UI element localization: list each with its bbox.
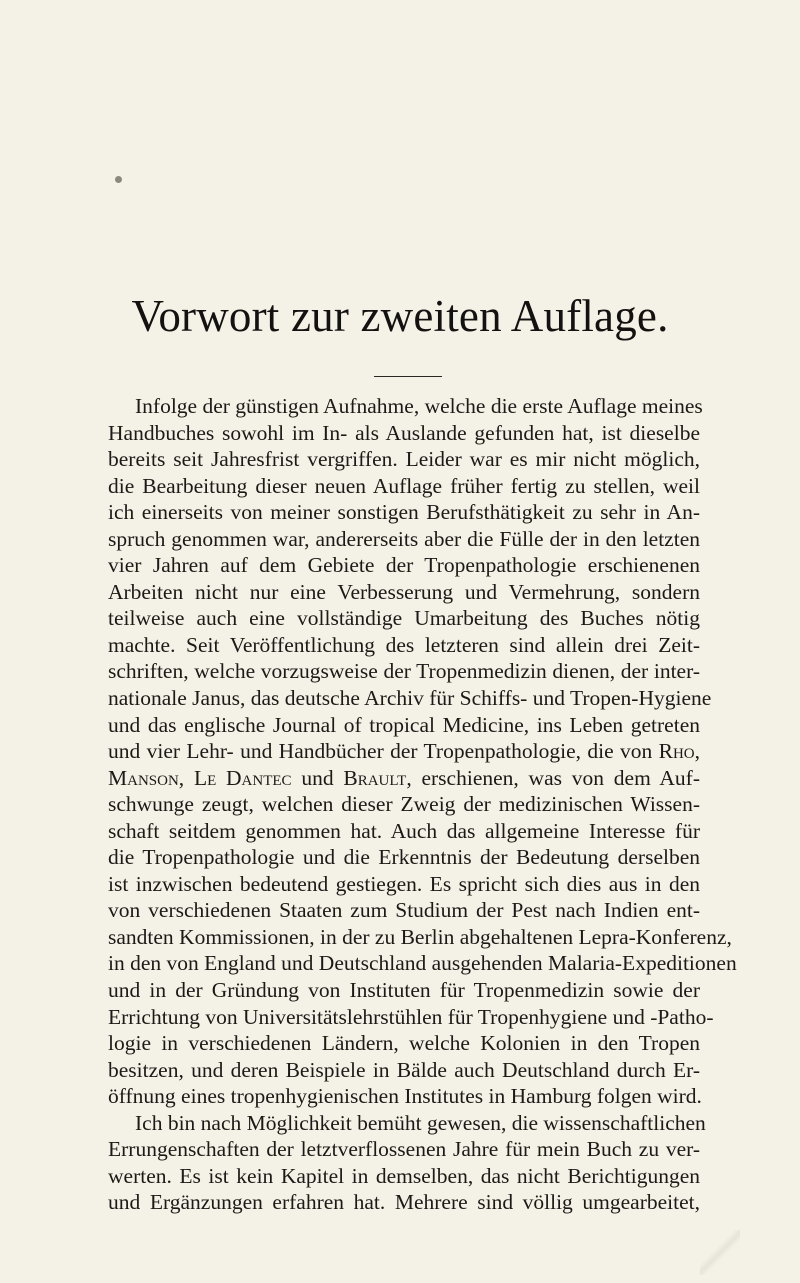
- text-line: und vier Lehr- und Handbücher der Tropenpathologie, die von Rho,: [108, 739, 700, 764]
- text-line: und Ergänzungen erfahren hat. Mehrere sind völlig umgearbeitet,: [108, 1190, 700, 1215]
- text-line: ist inzwischen bedeutend gestiegen. Es spricht sich dies aus in den: [108, 871, 700, 896]
- text-line: Arbeiten nicht nur eine Verbesserung und Vermehrung, sondern: [108, 579, 700, 604]
- text-line: und das englische Journal of tropical Medicine, ins Leben getreten: [108, 712, 700, 737]
- text-line: werten. Es ist kein Kapitel in demselben, das nicht Berichtigungen: [108, 1163, 700, 1188]
- text-line: besitzen, und deren Beispiele in Bälde auch Deutschland durch Er-: [108, 1057, 700, 1082]
- text-line: bereits seit Jahresfrist vergriffen. Leider war es mir nicht möglich,: [108, 447, 700, 472]
- text-line: spruch genommen war, andererseits aber die Fülle der in den letzten: [108, 526, 700, 551]
- page-title: Vorwort zur zweiten Auflage.: [131, 291, 669, 341]
- text-line: die Tropenpathologie und die Erkenntnis der Bedeutung derselben: [108, 845, 700, 870]
- text-line: teilweise auch eine vollständige Umarbeitung des Buches nötig: [108, 606, 700, 631]
- text-line: und in der Gründung von Instituten für Tropenmedizin sowie der: [108, 978, 700, 1003]
- text-line: machte. Seit Veröffentlichung des letzteren sind allein drei Zeit-: [108, 632, 700, 657]
- text-line: Errungenschaften der letztverflossenen Jahre für mein Buch zu ver-: [108, 1137, 700, 1162]
- text-line: die Bearbeitung dieser neuen Auflage früher fertig zu stellen, weil: [108, 473, 700, 498]
- text-line: nationale Janus, das deutsche Archiv für Schiffs- und Tropen-Hygiene: [108, 686, 712, 711]
- text-line: ich einerseits von meiner sonstigen Berufsthätigkeit zu sehr in An-: [108, 500, 700, 525]
- text-line: Manson, Le Dantec und Brault, erschienen, was von dem Auf-: [108, 765, 700, 790]
- text-line: von verschiedenen Staaten zum Studium der Pest nach Indien ent-: [108, 898, 700, 923]
- text-line: vier Jahren auf dem Gebiete der Tropenpathologie erschienenen: [108, 553, 700, 578]
- text-line: schaft seitdem genommen hat. Auch das allgemeine Interesse für: [108, 818, 700, 843]
- text-line: logie in verschiedenen Ländern, welche Kolonien in den Tropen: [108, 1031, 700, 1056]
- text-line: öffnung eines tropenhygienischen Institutes in Hamburg folgen wird.: [108, 1084, 702, 1109]
- text-line: schwunge zeugt, welchen dieser Zweig der medizinischen Wissen-: [108, 792, 700, 817]
- text-line: in den von England und Deutschland ausgehenden Malaria-Expeditionen: [108, 951, 737, 976]
- text-line: Handbuches sowohl im In- als Auslande gefunden hat, ist dieselbe: [108, 420, 700, 445]
- ink-speck: [115, 176, 122, 183]
- text-line: schriften, welche vorzugsweise der Tropenmedizin dienen, der inter-: [108, 659, 700, 684]
- text-line: Infolge der günstigen Aufnahme, welche die erste Auflage meines: [135, 394, 703, 418]
- title-divider: [374, 376, 442, 377]
- text-line: Ich bin nach Möglichkeit bemüht gewesen, die wissenschaftlichen: [135, 1110, 706, 1135]
- body-text: [108, 393, 737, 1216]
- text-line: sandten Kommissionen, in der zu Berlin abgehaltenen Lepra-Konferenz,: [108, 924, 732, 949]
- text-line: Errichtung von Universitätslehrstühlen für Tropenhygiene und -Patho-: [108, 1004, 714, 1029]
- page-bleed-mark: [700, 1230, 740, 1275]
